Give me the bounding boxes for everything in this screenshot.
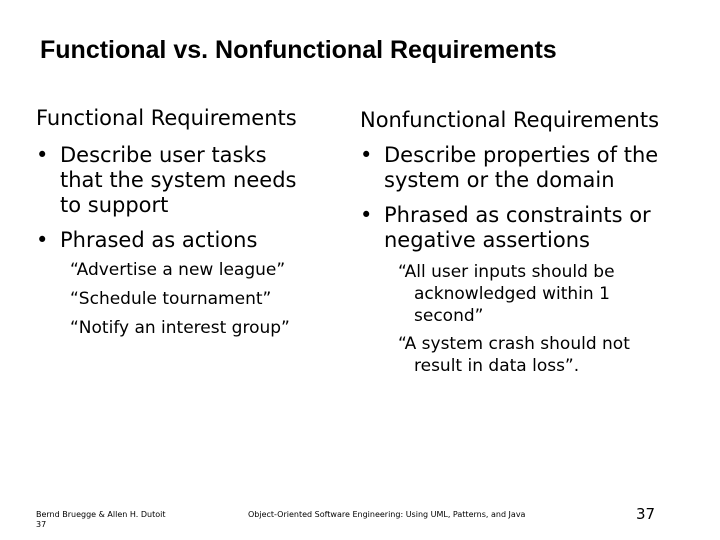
example-quote-line: acknowledged within 1: [414, 284, 610, 304]
footer-authors-text: Bernd Bruegge & Allen H. Dutoit: [36, 510, 166, 519]
footer-book-title: Object-Oriented Software Engineering: Using UML, Patterns, and Java: [248, 510, 526, 519]
nonfunctional-example-1: [398, 261, 708, 327]
functional-examples: [70, 259, 350, 339]
slide-title: Functional vs. Nonfunctional Requirements: [40, 36, 557, 64]
example-quote-line: result in data loss”.: [414, 356, 580, 376]
nonfunctional-example-2: [398, 333, 708, 377]
page-number: 37: [636, 505, 656, 523]
nonfunctional-bullet-2: [360, 203, 710, 253]
bullet-line: negative assertions: [384, 228, 590, 252]
example-quote: “Schedule tournament”: [70, 289, 272, 309]
bullet-marker: •: [360, 203, 373, 227]
bullet-line: Describe user tasks: [60, 143, 267, 167]
functional-bullet-2: [36, 228, 346, 253]
example-quote-line: “All user inputs should be: [398, 262, 615, 282]
footer-authors-page: 37: [36, 520, 47, 529]
functional-heading: Functional Requirements: [36, 106, 297, 130]
functional-bullet-1: [36, 143, 346, 218]
bullet-marker: •: [36, 143, 49, 167]
bullet-line: system or the domain: [384, 168, 615, 192]
nonfunctional-bullet-1: [360, 143, 710, 193]
footer-authors: [36, 510, 165, 530]
bullet-line: Phrased as actions: [60, 228, 258, 252]
bullet-line: Describe properties of the: [384, 143, 659, 167]
bullet-line: that the system needs: [60, 168, 297, 192]
bullet-marker: •: [360, 143, 373, 167]
nonfunctional-heading: Nonfunctional Requirements: [360, 108, 660, 132]
example-quote: “Notify an interest group”: [70, 318, 290, 338]
example-quote-line: second”: [414, 306, 484, 326]
bullet-line: to support: [60, 193, 169, 217]
bullet-line: Phrased as constraints or: [384, 203, 651, 227]
bullet-marker: •: [36, 228, 49, 252]
example-quote-line: “A system crash should not: [398, 334, 630, 354]
example-quote: “Advertise a new league”: [70, 260, 286, 280]
